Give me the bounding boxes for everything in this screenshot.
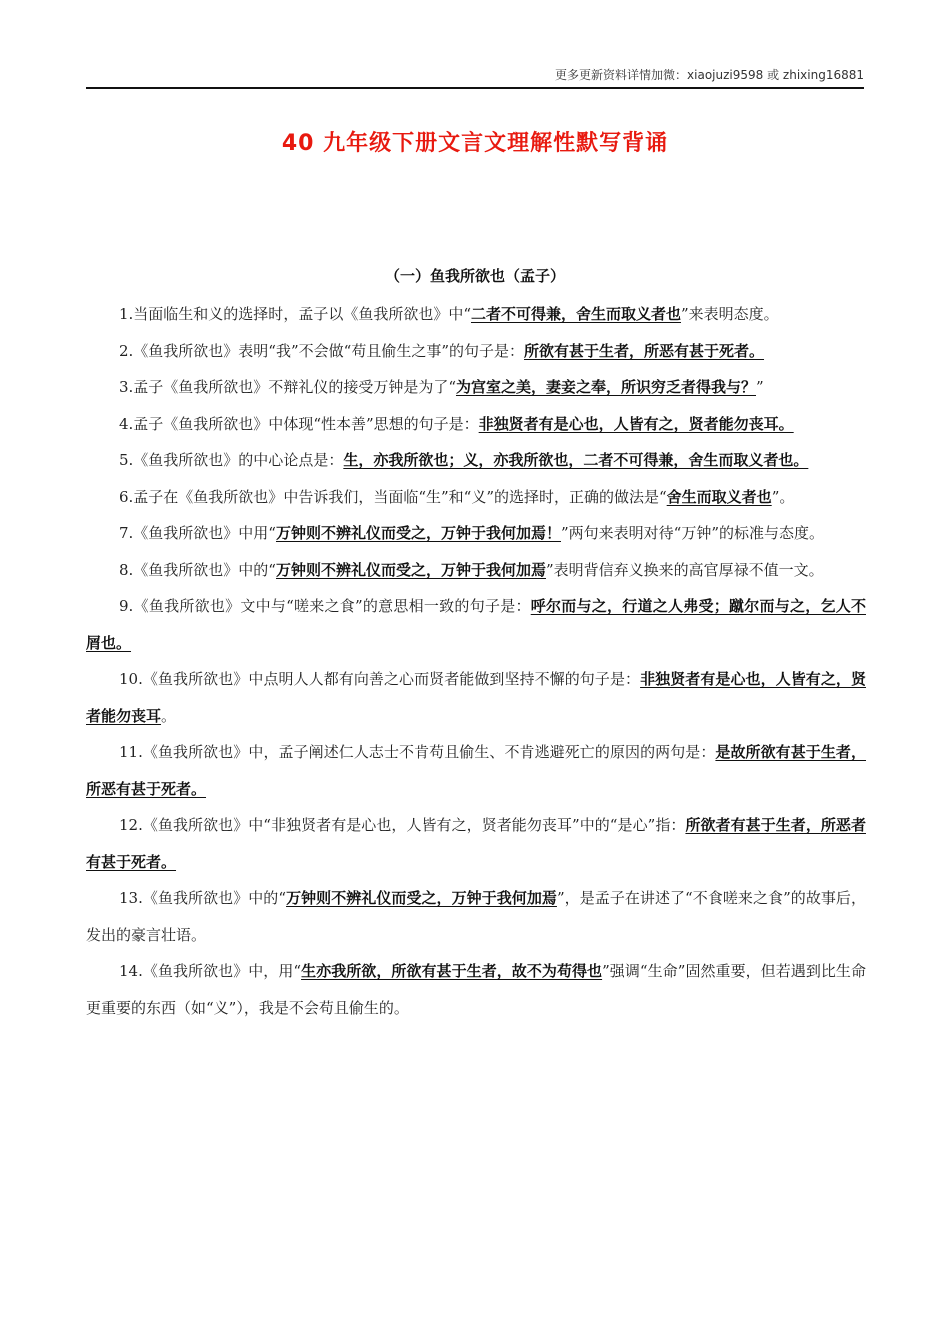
answer-text: 是故所欲有甚于生者，所恶有甚于死者。 xyxy=(86,743,866,798)
answer-text: 呼尔而与之，行道之人弗受；蹴尔而与之，乞人不屑也。 xyxy=(86,597,866,652)
answer-text: 为宫室之美，妻妾之奉，所识穷乏者得我与？ xyxy=(455,378,756,396)
question-text: 9.《鱼我所欲也》文中与“嗟来之食”的意思相一致的句子是： xyxy=(119,597,531,615)
question-text-after: 。 xyxy=(161,706,177,725)
answer-text: 生，亦我所欲也；义，亦我所欲也，二者不可得兼，舍生而取义者也。 xyxy=(343,451,809,469)
question-text-after: ”表明背信弃义换来的高官厚禄不值一文。 xyxy=(546,560,824,579)
answer-text: 二者不可得兼，舍生而取义者也 xyxy=(470,305,681,323)
answer-text: 非独贤者有是心也，人皆有之，贤者能勿丧耳。 xyxy=(478,414,794,433)
question-text: 11.《鱼我所欲也》中，孟子阐述仁人志士不肯苟且偷生、不肯逃避死亡的原因的两句是： xyxy=(119,743,716,761)
question-text-after: ”。 xyxy=(771,487,795,506)
question-text: 13.《鱼我所欲也》中的“ xyxy=(119,889,287,907)
question-text: 8.《鱼我所欲也》中的“ xyxy=(119,560,276,579)
question-text-after: ” xyxy=(756,378,764,396)
question-item xyxy=(86,552,866,589)
answer-text: 万钟则不辨礼仪而受之，万钟于我何加焉 xyxy=(286,889,557,907)
answer-text: 所欲者有甚于生者，所恶者有甚于死者。 xyxy=(86,816,866,871)
answer-text: 万钟则不辨礼仪而受之，万钟于我何加焉 xyxy=(275,560,546,579)
question-text-after: ”两句来表明对待“万钟”的标准与态度。 xyxy=(561,524,825,542)
question-item xyxy=(86,880,866,953)
question-text-after: ”强调“生命”固然重要，但若遇到比生命更重要的东西（如“义”），我是不会苟且偷生的。 xyxy=(86,962,866,1017)
question-text: 5.《鱼我所欲也》的中心论点是： xyxy=(119,451,344,469)
question-item xyxy=(86,588,866,661)
question-item xyxy=(86,369,866,406)
question-text: 2.《鱼我所欲也》表明“我”不会做“苟且偷生之事”的句子是： xyxy=(119,341,524,360)
section-title: （一）鱼我所欲也（孟子） xyxy=(384,267,565,285)
answer-text: 非独贤者有是心也，人皆有之，贤者能勿丧耳 xyxy=(86,670,866,725)
question-item xyxy=(86,661,866,734)
question-item xyxy=(86,479,866,516)
answer-text: 万钟则不辨礼仪而受之，万钟于我何加焉！ xyxy=(275,524,561,542)
question-list xyxy=(86,296,866,1026)
question-item xyxy=(86,807,866,880)
question-item xyxy=(86,515,866,552)
answer-text: 舍生而取义者也 xyxy=(666,487,772,506)
question-item xyxy=(86,442,866,479)
question-item xyxy=(86,734,866,807)
question-text: 3.孟子《鱼我所欲也》不辩礼仪的接受万钟是为了“ xyxy=(119,378,456,396)
question-text: 14.《鱼我所欲也》中，用“ xyxy=(119,962,302,980)
question-text: 6.孟子在《鱼我所欲也》中告诉我们，当面临“生”和“义”的选择时，正确的做法是“ xyxy=(119,487,667,506)
page-title: 40 九年级下册文言文理解性默写背诵 xyxy=(281,131,669,156)
question-text-after: ”来表明态度。 xyxy=(681,305,779,323)
question-text: 4.孟子《鱼我所欲也》中体现“性本善”思想的句子是： xyxy=(119,414,479,433)
question-item xyxy=(86,333,866,370)
answer-text: 所欲有甚于生者，所恶有甚于死者。 xyxy=(524,341,765,360)
answer-text: 生亦我所欲，所欲有甚于生者，故不为苟得也 xyxy=(301,962,603,980)
question-text-after: ”，是孟子在讲述了“不食嗟来之食”的故事后，发出的豪言壮语。 xyxy=(86,889,866,944)
question-text: 1.当面临生和义的选择时，孟子以《鱼我所欲也》中“ xyxy=(119,305,471,323)
header-contact-note: 更多更新资料详情加微：xiaojuzi9598 或 zhixing16881 xyxy=(555,68,864,82)
question-text: 12.《鱼我所欲也》中“非独贤者有是心也，人皆有之，贤者能勿丧耳”中的“是心”指： xyxy=(119,816,686,834)
question-text: 7.《鱼我所欲也》中用“ xyxy=(119,524,276,542)
question-text: 10.《鱼我所欲也》中点明人人都有向善之心而贤者能做到坚持不懈的句子是： xyxy=(119,670,641,688)
question-item xyxy=(86,296,866,333)
question-item xyxy=(86,953,866,1026)
header-divider xyxy=(86,87,864,89)
question-item xyxy=(86,406,866,443)
